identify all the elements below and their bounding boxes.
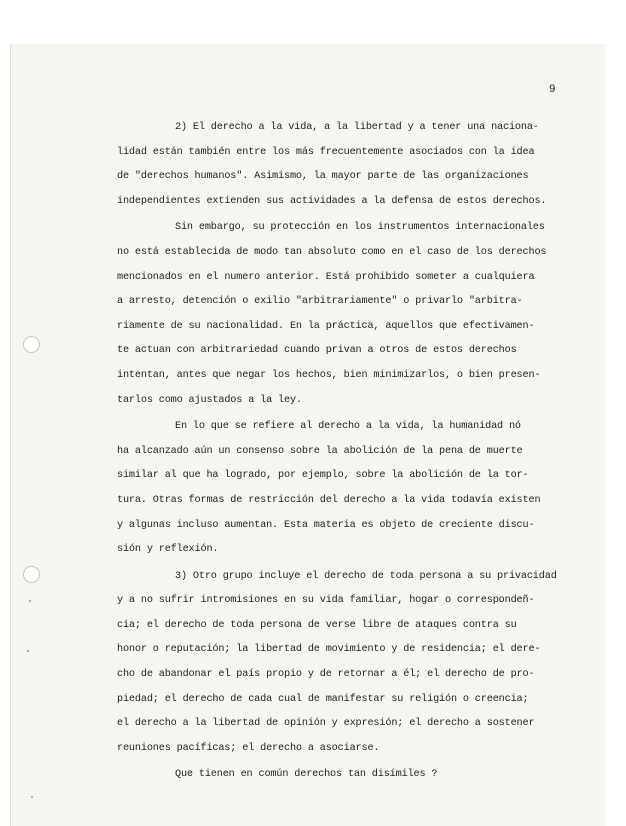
text-line: Que tienen en común derechos tan disímiles ? xyxy=(175,769,438,781)
text-line: cia; el derecho de toda persona de verse libre de ataques contra su xyxy=(117,619,517,631)
text-line: mencionados en el numero anterior. Está prohibido someter a cualquiera xyxy=(117,271,535,283)
text-line: Sin embargo, su protección en los instrumentos internacionales xyxy=(175,222,545,234)
text-line: no está establecida de modo tan absoluto como en el caso de los derechos xyxy=(117,246,547,258)
text-line: a arresto, detención o exilio "arbitrariamente" o privarlo "arbitra- xyxy=(117,296,523,308)
margin-mark xyxy=(31,796,33,798)
text-line: En lo que se refiere al derecho a la vida, la humanidad nó xyxy=(175,421,521,433)
text-line: ha alcanzado aún un consenso sobre la abolición de la pena de muerte xyxy=(117,445,523,457)
document-body xyxy=(117,116,587,788)
text-line: piedad; el derecho de cada cual de manifestar su religión o creencia; xyxy=(117,693,529,705)
text-line: independientes extienden sus actividades a la defensa de estos derechos. xyxy=(117,195,547,207)
text-line: y a no sufrir intromisiones en su vida familiar, hogar o correspondeñ- xyxy=(117,595,535,607)
document-page xyxy=(10,44,605,826)
text-line: de "derechos humanos". Asimismo, la mayor parte de las organizaciones xyxy=(117,171,529,183)
punch-hole xyxy=(23,566,40,583)
text-line: similar al que ha logrado, por ejemplo, sobre la abolición de la tor- xyxy=(117,470,529,482)
text-line: cho de abandonar el país propio y de retornar a él; el derecho de pro- xyxy=(117,669,535,681)
margin-mark xyxy=(27,650,29,652)
punch-hole xyxy=(23,336,40,353)
text-line: tarlos como ajustados a la ley. xyxy=(117,394,302,406)
text-line: tura. Otras formas de restricción del derecho a la vida todavía existen xyxy=(117,494,541,506)
margin-mark xyxy=(29,600,31,602)
text-line: honor o reputación; la libertad de movimiento y de residencia; el dere- xyxy=(117,644,541,656)
text-line: lidad están también entre los más frecuentemente asociados con la idea xyxy=(117,146,535,158)
text-line: 3) Otro grupo incluye el derecho de toda persona a su privacidad xyxy=(175,570,557,582)
text-line: riamente de su nacionalidad. En la práctica, aquellos que efectivamen- xyxy=(117,320,535,332)
text-line: el derecho a la libertad de opinión y expresión; el derecho a sostener xyxy=(117,718,535,730)
text-line: 2) El derecho a la vida, a la libertad y a tener una naciona- xyxy=(175,122,539,133)
page-number: 9 xyxy=(549,84,556,96)
text-line: reuniones pacíficas; el derecho a asociarse. xyxy=(117,742,380,754)
text-line: sión y reflexión. xyxy=(117,544,219,556)
text-line: te actuan con arbitrariedad cuando privan a otros de estos derechos xyxy=(117,345,517,357)
text-line: intentan, antes que negar los hechos, bien minimizarlos, o bien presen- xyxy=(117,369,541,381)
text-line: y algunas incluso aumentan. Esta materia es objeto de creciente discu- xyxy=(117,519,535,531)
